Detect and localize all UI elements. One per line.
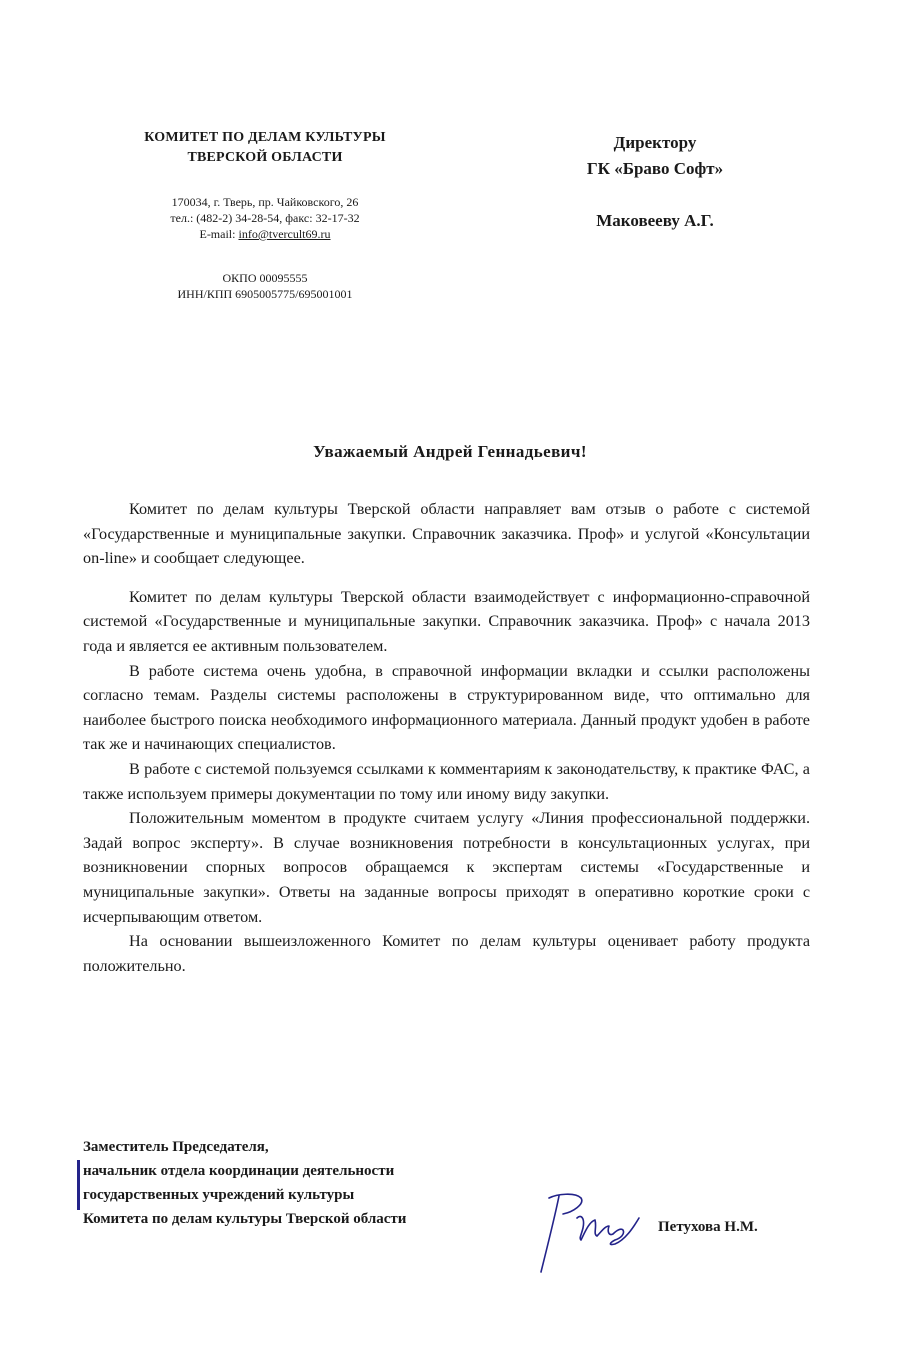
- signer-name: Петухова Н.М.: [658, 1219, 758, 1235]
- sender-okpo: ОКПО 00095555: [222, 271, 308, 285]
- sender-email-row: [70, 226, 460, 242]
- addressee-position: Директору: [613, 133, 697, 152]
- sender-org-line: ТВЕРСКОЙ ОБЛАСТИ: [187, 150, 343, 165]
- body-paragraph: В работе система очень удобна, в справочной информации вкладки и ссылки расположены согласно темам. Разделы системы расположены в структурированном виде, что оптимально для наиболее быстрого поиска необходимого информационного материала. Данный продукт удобен в работе так же и начинающих специалистов.: [83, 661, 810, 754]
- sender-inn-kpp: ИНН/КПП 6905005775/695001001: [177, 287, 353, 301]
- sender-identifiers: [70, 270, 460, 302]
- sender-email-label: E-mail:: [199, 227, 239, 241]
- handwritten-signature: [535, 1188, 645, 1278]
- sender-phone: тел.: (482-2) 34-28-54, факс: 32-17-32: [170, 211, 360, 225]
- signatory-title-line: начальник отдела координации деятельности: [83, 1163, 395, 1179]
- salutation: Уважаемый Андрей Геннадьевич!: [313, 442, 587, 461]
- sender-email-link[interactable]: info@tvercult69.ru: [238, 227, 331, 241]
- margin-mark: [77, 1160, 80, 1210]
- sender-org-line: КОМИТЕТ ПО ДЕЛАМ КУЛЬТУРЫ: [144, 130, 386, 145]
- signatory-title-line: Заместитель Председателя,: [83, 1139, 269, 1155]
- body-paragraph: Положительным моментом в продукте считаем услугу «Линия профессиональной поддержки. Задай вопрос эксперту». В случае возникновения потребности в консультационных услугах, при возникновении спорных вопросов обращаемся к экспертам системы «Государственные и муниципальные закупки». Ответы на заданные вопросы приходят в оперативно короткие сроки с исчерпывающим ответом.: [83, 809, 810, 926]
- sender-header: [70, 128, 460, 302]
- body-paragraph: В работе с системой пользуемся ссылками к комментариям к законодательству, к практике ФАС, а также используем примеры документации по тому или иному виду закупки.: [83, 759, 810, 803]
- body-paragraph: Комитет по делам культуры Тверской области взаимодействует с информационно-справочной системой «Государственные и муниципальные закупки. Справочник заказчика. Проф» с начала 2013 года и является ее активным пользователем.: [83, 587, 810, 655]
- sender-address: 170034, г. Тверь, пр. Чайковского, 26: [171, 195, 359, 209]
- sender-contacts: [70, 194, 460, 242]
- signatory-title-line: государственных учреждений культуры: [83, 1187, 355, 1203]
- addressee-block: [555, 130, 755, 234]
- body-paragraph: На основании вышеизложенного Комитет по делам культуры оценивает работу продукта положительно.: [83, 932, 810, 975]
- sender-organization: [70, 128, 460, 168]
- addressee-name: Маковееву А.Г.: [596, 211, 714, 230]
- letter-body: [83, 497, 810, 978]
- signatory-title: [83, 1135, 543, 1231]
- body-paragraph: Комитет по делам культуры Тверской области направляет вам отзыв о работе с системой «Государственные и муниципальные закупки. Справочник заказчика. Проф» и услугой «Консультации on-line» и сообщает следующее.: [83, 500, 810, 568]
- addressee-company: ГК «Браво Софт»: [586, 159, 724, 178]
- signatory-title-line: Комитета по делам культуры Тверской области: [83, 1211, 407, 1227]
